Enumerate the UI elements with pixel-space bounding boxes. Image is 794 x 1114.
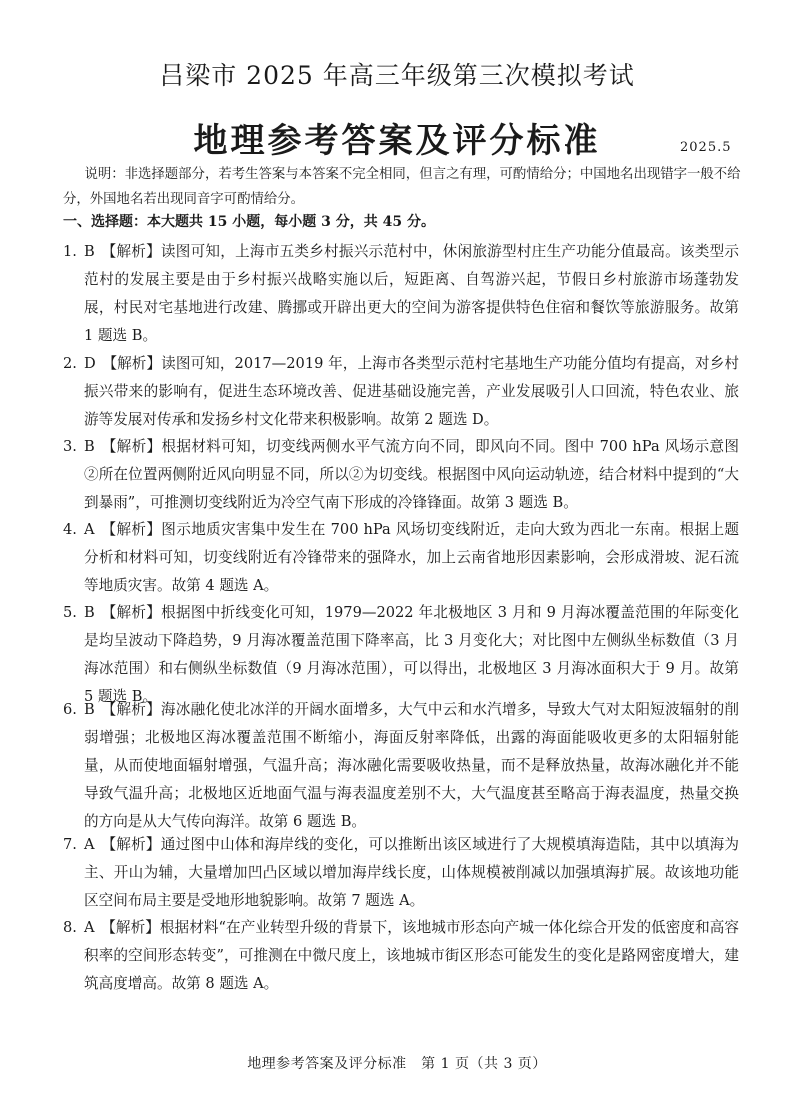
question-explanation: 【解析】海冰融化使北冰洋的开阔水面增多，大气中云和水汽增多，导致大气对太阳短波辐射的削弱增强；北极地区海冰覆盖范围不断缩小，海面反射率降低，出露的海面能吸收更多的太阳辐射能量，从而使地面辐射增强，气温升高；海冰融化需要吸收热量，而不是释放热量，故海冰融化并不能导致气温升高；北极地区近地面气温与海表温度差别不大，大气温度甚至略高于海表温度，热量交换的方向是从大气传向海洋。故第 6 题选 B。 bbox=[84, 701, 739, 830]
question-answer: B bbox=[84, 243, 95, 260]
question-explanation: 【解析】根据图中折线变化可知，1979—2022 年北极地区 3 月和 9 月海冰覆盖范围的年际变化是均呈波动下降趋势，9 月海冰覆盖范围下降率高，比 3 月变化大；对比图中左侧纵坐标数值（3 月海冰范围）和右侧纵坐标数值（9 月海冰范围），可以得出，北极地区 3 月海冰面积大于 9 月。故第 5 题选 B。 bbox=[84, 604, 739, 705]
question-explanation: 【解析】图示地质灾害集中发生在 700 hPa 风场切变线附近，走向大致为西北一东南。根据上题分析和材料可知，切变线附近有冷锋带来的强降水，加上云南省地形因素影响，会形成滑坡、泥石流等地质灾害。故第 4 题选 A。 bbox=[84, 521, 740, 594]
question-answer: A bbox=[84, 919, 95, 936]
section-heading: 一、选择题：本大题共 15 小题，每小题 3 分，共 45 分。 bbox=[63, 214, 435, 230]
question-answer: D bbox=[84, 355, 96, 372]
question-answer: A bbox=[84, 521, 95, 538]
question-number: 5. bbox=[63, 604, 77, 621]
question-answer: B bbox=[84, 438, 95, 455]
question-item-6 bbox=[63, 696, 739, 836]
question-item-2 bbox=[63, 350, 739, 434]
document-title: 地理参考答案及评分标准 bbox=[193, 121, 601, 161]
question-explanation: 【解析】读图可知，上海市五类乡村振兴示范村中，休闲旅游型村庄生产功能分值最高。该类型示范村的发展主要是由于乡村振兴战略实施以后，短距离、自驾游兴起，节假日乡村旅游市场蓬勃发展，村民对宅基地进行改建、腾挪或开辟出更大的空间为游客提供特色住宿和餐饮等旅游服务。故第 1 题选 B。 bbox=[84, 243, 739, 344]
question-item-1 bbox=[63, 238, 739, 350]
question-explanation: 【解析】读图可知，2017—2019 年，上海市各类型示范村宅基地生产功能分值均有提高，对乡村振兴带来的影响有，促进生态环境改善、促进基础设施完善，产业发展吸引人口回流，特色农业、旅游等发展对传承和发扬乡村文化带来积极影响。故第 2 题选 D。 bbox=[84, 355, 739, 428]
question-number: 3. bbox=[63, 438, 77, 455]
question-number: 2. bbox=[63, 355, 77, 372]
question-number: 4. bbox=[63, 521, 77, 538]
question-answer: B bbox=[84, 604, 95, 621]
question-item-4 bbox=[63, 516, 739, 600]
question-number: 6. bbox=[63, 701, 77, 718]
document-date: 2025.5 bbox=[680, 140, 732, 155]
question-explanation: 【解析】根据材料“在产业转型升级的背景下，该地城市形态向产城一体化综合开发的低密度和高容积率的空间形态转变”，可推测在中微尺度上，该地城市街区形态可能发生的变化是路网密度增大，建筑高度增高。故第 8 题选 A。 bbox=[84, 919, 739, 992]
question-answer: B bbox=[84, 701, 95, 718]
question-item-3 bbox=[63, 433, 739, 517]
question-item-7 bbox=[63, 831, 739, 915]
question-number: 7. bbox=[63, 836, 77, 853]
grading-note: 说明：非选择题部分，若考生答案与本答案不完全相同，但言之有理，可酌情给分；中国地名出现错字一般不给分，外国地名若出现同音字可酌情给分。 bbox=[63, 167, 741, 207]
question-number: 8. bbox=[63, 919, 77, 936]
question-item-8 bbox=[63, 914, 739, 998]
question-item-5 bbox=[63, 599, 739, 711]
exam-title: 吕梁市 2025 年高三年级第三次模拟考试 bbox=[159, 61, 635, 90]
page-footer: 地理参考答案及评分标准 第 1 页（共 3 页） bbox=[247, 1056, 547, 1072]
question-answer: A bbox=[84, 836, 95, 853]
question-number: 1. bbox=[63, 243, 77, 260]
question-explanation: 【解析】根据材料可知，切变线两侧水平气流方向不同，即风向不同。图中 700 hPa 风场示意图②所在位置两侧附近风向明显不同，所以②为切变线。根据图中风向运动轨迹，结合材料中提到的“大到暴雨”，可推测切变线附近为冷空气南下形成的冷锋锋面。故第 3 题选 B。 bbox=[84, 438, 739, 511]
question-explanation: 【解析】通过图中山体和海岸线的变化，可以推断出该区域进行了大规模填海造陆，其中以填海为主、开山为辅，大量增加凹凸区域以增加海岸线长度，山体规模被削减以加强填海扩展。故该地功能区空间布局主要是受地形地貌影响。故第 7 题选 A。 bbox=[84, 836, 739, 909]
